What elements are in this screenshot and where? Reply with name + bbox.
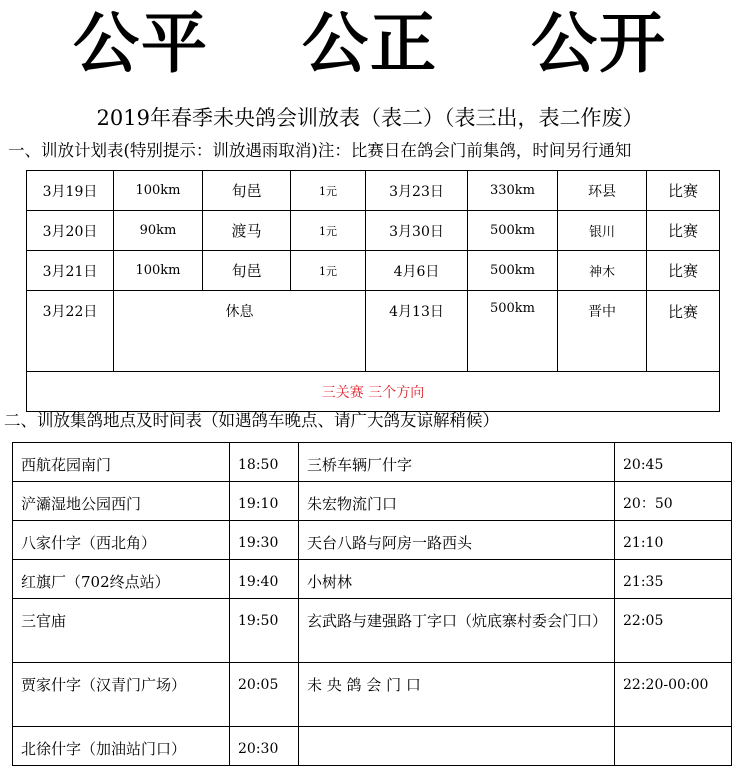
race-note: 三关赛 三个方向 [27, 372, 720, 412]
race-type: 比赛 [647, 171, 720, 211]
training-fee: 1元 [291, 211, 366, 251]
pickup-place: 未 央 鸽 会 门 口 [299, 663, 615, 727]
training-distance: 100km [114, 251, 203, 291]
table-row [13, 727, 732, 766]
race-distance: 500km [468, 211, 558, 251]
training-date: 3月21日 [27, 251, 114, 291]
pickup-time: 21:10 [615, 521, 732, 560]
pickup-time: 20:45 [615, 443, 732, 482]
table-row [13, 443, 732, 482]
pickup-time: 22:05 [615, 599, 732, 663]
race-distance: 500km [468, 251, 558, 291]
pickup-time: 20:30 [230, 727, 299, 766]
race-date: 4月13日 [366, 291, 468, 372]
section-heading-schedule: 一、训放计划表(特别提示：训放遇雨取消)注：比赛日在鸽会门前集鸽，时间另行通知 [8, 141, 632, 160]
pickup-time: 19:40 [230, 560, 299, 599]
race-type: 比赛 [647, 251, 720, 291]
race-type: 比赛 [647, 211, 720, 251]
pickup-place: 浐灞湿地公园西门 [13, 482, 230, 521]
table-row [27, 251, 720, 291]
race-location: 神木 [558, 251, 647, 291]
race-date: 4月6日 [366, 251, 468, 291]
pickup-place: 三桥车辆厂什字 [299, 443, 615, 482]
pickup-schedule-table [12, 442, 732, 766]
pickup-place: 红旗厂（702终点站） [13, 560, 230, 599]
pickup-place: 朱宏物流门口 [299, 482, 615, 521]
training-date: 3月20日 [27, 211, 114, 251]
pickup-time: 21:35 [615, 560, 732, 599]
pickup-time: 20:05 [230, 663, 299, 727]
training-distance: 100km [114, 171, 203, 211]
pickup-place: 贾家什字（汉青门广场） [13, 663, 230, 727]
race-distance: 330km [468, 171, 558, 211]
table-row [13, 482, 732, 521]
pickup-place: 小树林 [299, 560, 615, 599]
training-distance: 90km [114, 211, 203, 251]
pickup-place: 北徐什字（加油站门口） [13, 727, 230, 766]
table-row [27, 372, 720, 412]
table-row [13, 663, 732, 727]
document-title: 2019年春季未央鸽会训放表（表二）（表三出，表二作废） [96, 106, 644, 130]
rest-day-cell: 休息 [114, 291, 366, 372]
race-distance: 500km [468, 291, 558, 372]
training-location: 旬邑 [203, 171, 291, 211]
pickup-time: 20：50 [615, 482, 732, 521]
training-fee: 1元 [291, 251, 366, 291]
training-date: 3月19日 [27, 171, 114, 211]
pickup-time: 19:50 [230, 599, 299, 663]
table-row [13, 560, 732, 599]
pickup-place: 玄武路与建强路丁字口（炕底寨村委会门口） [299, 599, 615, 663]
table-row [13, 521, 732, 560]
training-fee: 1元 [291, 171, 366, 211]
table-row [27, 291, 720, 372]
race-location: 晋中 [558, 291, 647, 372]
pickup-time: 22:20-00:00 [615, 663, 732, 727]
race-date: 3月23日 [366, 171, 468, 211]
banner-slogan: 公平 公正 公开 [73, 5, 667, 82]
training-location: 旬邑 [203, 251, 291, 291]
training-date: 3月22日 [27, 291, 114, 372]
race-location: 环县 [558, 171, 647, 211]
table-row [27, 211, 720, 251]
race-location: 银川 [558, 211, 647, 251]
pickup-time: 19:10 [230, 482, 299, 521]
empty-cell [299, 727, 615, 766]
pickup-time: 19:30 [230, 521, 299, 560]
empty-cell [615, 727, 732, 766]
training-schedule-table [26, 170, 720, 412]
pickup-place: 西航花园南门 [13, 443, 230, 482]
race-date: 3月30日 [366, 211, 468, 251]
pickup-place: 三官庙 [13, 599, 230, 663]
section-heading-pickup: 二、训放集鸽地点及时间表（如遇鸽车晚点、请广大鸽友谅解稍候） [4, 411, 499, 430]
pickup-place: 八家什字（西北角） [13, 521, 230, 560]
pickup-place: 天台八路与阿房一路西头 [299, 521, 615, 560]
table-row [27, 171, 720, 211]
table-row [13, 599, 732, 663]
training-location: 渡马 [203, 211, 291, 251]
pickup-time: 18:50 [230, 443, 299, 482]
race-type: 比赛 [647, 291, 720, 372]
